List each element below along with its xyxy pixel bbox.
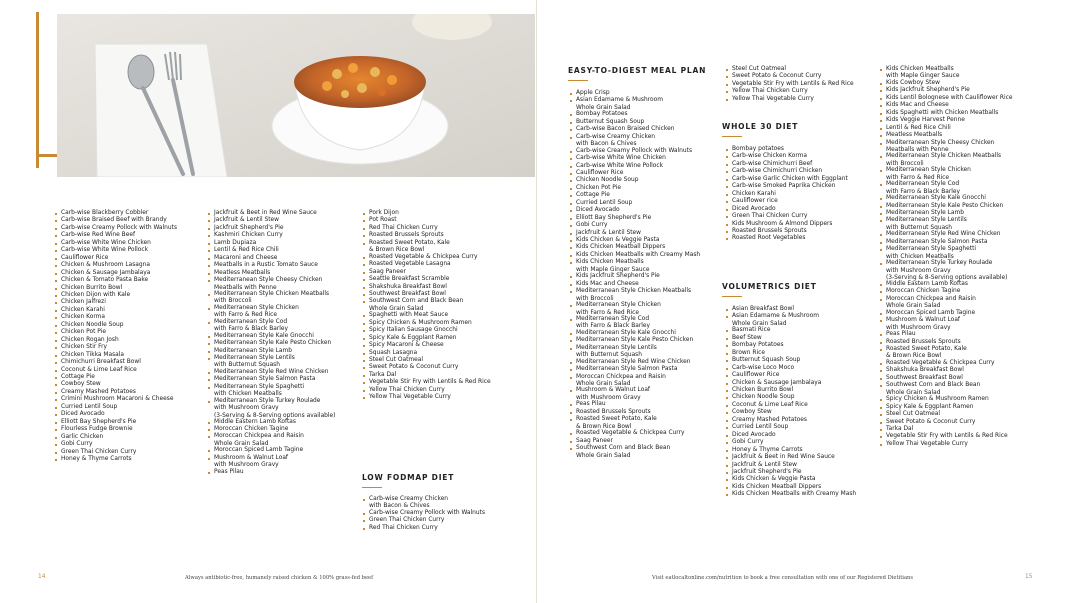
recipe-item: Roasted Vegetable & Chickpea Curry — [880, 360, 1012, 367]
recipe-item: Carb-wise Loco Moco — [726, 365, 856, 372]
recipe-item: Pot Roast — [363, 217, 491, 224]
recipe-item: Mushroom & Walnut Loaf with Mushroom Gravy — [880, 317, 1012, 331]
recipe-item: Kids Chicken Meatball Dippers — [570, 244, 700, 251]
recipe-item: Cauliflower Rice — [55, 255, 177, 262]
recipe-item: Mediterranean Style Turkey Roulade with Mushroom Gravy (3-Serving & 8-Serving options available) — [208, 398, 335, 419]
recipe-item: Mediterranean Style Salmon Pasta — [570, 366, 700, 373]
recipe-item: Roasted Brussels Sprouts — [726, 228, 848, 235]
recipe-item: Apple Crisp — [570, 90, 700, 97]
recipe-item: Mediterranean Style Chicken Meatballs with Broccoli — [208, 291, 335, 305]
recipe-item: Kids Chicken Meatballs with Creamy Mash — [726, 491, 856, 498]
recipe-item: Mediterranean Style Chicken with Farro & Red Rice — [880, 167, 1012, 181]
recipe-item: Carb-wise Creamy Pollock with Walnuts — [570, 148, 700, 155]
low-fodmap-title: LOW FODMAP DIET — [362, 473, 455, 482]
recipe-item: Mediterranean Style Salmon Pasta — [208, 376, 335, 383]
recipe-item: Chicken Noodle Soup — [570, 177, 700, 184]
recipe-item: Kids Chicken Meatball Dippers — [726, 484, 856, 491]
recipe-item: Bombay potatoes — [726, 146, 848, 153]
recipe-item: Mushroom & Walnut Loaf with Mushroom Gravy — [570, 387, 700, 401]
recipe-item: Mediterranean Style Lentils with Butternut Squash — [880, 217, 1012, 231]
recipe-item: Moroccan Spiced Lamb Tagine — [208, 447, 335, 454]
recipe-item: Beef Stew — [726, 335, 856, 342]
recipe-list-left-1 — [55, 210, 177, 463]
recipe-item: Roasted Vegetable & Chickpea Curry — [570, 430, 700, 437]
volumetrics-title: VOLUMETRICS DIET — [722, 282, 817, 291]
recipe-item: Kids Lentil Bolognese with Cauliflower Rice — [880, 95, 1012, 102]
recipe-item: Mediterranean Style Kale Pesto Chicken — [570, 337, 700, 344]
recipe-item: Gobi Curry — [726, 439, 856, 446]
recipe-item: Yellow Thai Vegetable Curry — [726, 96, 854, 103]
page-number-left: 14 — [38, 574, 46, 580]
recipe-item: Asian Edamame & Mushroom Whole Grain Salad — [570, 97, 700, 111]
low-fodmap-list — [363, 496, 485, 532]
recipe-item: Sweet Potato & Coconut Curry — [726, 73, 854, 80]
recipe-item: Curried Lentil Soup — [726, 424, 856, 431]
recipe-item: Chicken Pot Pie — [570, 185, 700, 192]
recipe-item: Moroccan Chickpea and Raisin Whole Grain Salad — [208, 433, 335, 447]
recipe-item: Sweet Potato & Coconut Curry — [363, 364, 491, 371]
recipe-item: Chicken Noodle Soup — [726, 394, 856, 401]
recipe-item: Kids Jackfruit Shepherd's Pie — [880, 87, 1012, 94]
recipe-item: Chicken Burrito Bowl — [726, 387, 856, 394]
recipe-item: Vegetable Stir Fry with Lentils & Red Rice — [726, 81, 854, 88]
recipe-item: Tarka Dal — [363, 372, 491, 379]
recipe-item: Mediterranean Style Lentils with Butternut Squash — [570, 345, 700, 359]
recipe-item: Roasted Sweet Potato, Kale & Brown Rice Bowl — [570, 416, 700, 430]
recipe-item: Carb-wise Creamy Pollock with Walnuts — [55, 225, 177, 232]
recipe-item: Coconut & Lime Leaf Rice — [726, 402, 856, 409]
recipe-item: Kids Veggie Harvest Penne — [880, 117, 1012, 124]
recipe-item: Carb-wise Blackberry Cobbler — [55, 210, 177, 217]
recipe-item: Mediterranean Style Cheesy Chicken Meatballs with Penne — [880, 140, 1012, 154]
recipe-item: Kids Mac and Cheese — [570, 281, 700, 288]
recipe-item: Carb-wise White Wine Pollock — [570, 163, 700, 170]
recipe-item: Mediterranean Style Lamb — [208, 348, 335, 355]
recipe-item: Butternut Squash Soup — [570, 119, 700, 126]
recipe-item: Roasted Sweet Potato, Kale & Brown Rice Bowl — [363, 240, 491, 254]
recipe-item: Peas Pilau — [880, 331, 1012, 338]
recipe-item: Chicken Stir Fry — [55, 344, 177, 351]
recipe-item: Green Thai Chicken Curry — [726, 213, 848, 220]
whole30-list — [726, 146, 848, 243]
recipe-item: Roasted Root Vegetables — [726, 235, 848, 242]
recipe-item: Shakshuka Breakfast Bowl — [880, 367, 1012, 374]
recipe-item: Flourless Fudge Brownie — [55, 426, 177, 433]
recipe-item: Diced Avocado — [55, 411, 177, 418]
footer-right: Visit eatlocaltonline.com/nutrition to book a free consultation with one of our Registered Dietitians — [652, 575, 914, 581]
accent-vertical-line — [36, 12, 39, 168]
bowl-of-stew-icon — [57, 14, 535, 177]
recipe-item: Macaroni and Cheese — [208, 255, 335, 262]
recipe-item: Carb-wise Creamy Chicken with Bacon & Chives — [570, 134, 700, 148]
page-gutter — [536, 0, 537, 603]
recipe-item: Elliott Bay Shepherd's Pie — [55, 419, 177, 426]
recipe-item: Gobi Curry — [55, 441, 177, 448]
recipe-item: Carb-wise Chimichurri Beef — [726, 161, 848, 168]
recipe-item: Middle Eastern Lamb Koftas — [208, 419, 335, 426]
food-photo — [57, 14, 535, 177]
recipe-item: Mediterranean Style Chicken with Farro & Red Rice — [208, 305, 335, 319]
page-number-right: 15 — [1025, 574, 1033, 580]
recipe-item: Kids Mushroom & Almond Dippers — [726, 221, 848, 228]
recipe-item: Carb-wise Braised Beef with Brandy — [55, 217, 177, 224]
recipe-item: Spicy Kale & Eggplant Ramen — [880, 404, 1012, 411]
recipe-item: Chicken Korma — [55, 314, 177, 321]
recipe-item: Saag Paneer — [570, 438, 700, 445]
recipe-item: Peas Pilau — [570, 401, 700, 408]
recipe-item: Mediterranean Style Red Wine Chicken — [570, 359, 700, 366]
recipe-item: Jackfruit Shepherd's Pie — [726, 469, 856, 476]
recipe-item: Creamy Mashed Potatoes — [726, 417, 856, 424]
recipe-item: Honey & Thyme Carrots — [55, 456, 177, 463]
recipe-item: Crimini Mushroom Macaroni & Cheese — [55, 396, 177, 403]
recipe-item: Chimichurri Breakfast Bowl — [55, 359, 177, 366]
recipe-item: Spicy Chicken & Mushroom Ramen — [363, 320, 491, 327]
recipe-item: Green Thai Chicken Curry — [363, 517, 485, 524]
recipe-item: Spicy Macaroni & Cheese — [363, 342, 491, 349]
recipe-item: Honey & Thyme Carrots — [726, 447, 856, 454]
recipe-item: Cauliflower Rice — [726, 372, 856, 379]
recipe-item: Yellow Thai Vegetable Curry — [363, 394, 491, 401]
recipe-item: Chicken Karahi — [726, 191, 848, 198]
recipe-item: Mediterranean Style Lamb — [880, 210, 1012, 217]
section-rule — [722, 296, 742, 297]
recipe-item: Sweet Potato & Coconut Curry — [880, 419, 1012, 426]
recipe-item: Carb-wise Bacon Braised Chicken — [570, 126, 700, 133]
recipe-item: Butternut Squash Soup — [726, 357, 856, 364]
recipe-item: Mediterranean Style Chicken Meatballs with Broccoli — [880, 153, 1012, 167]
recipe-item: Southwest Breakfast Bowl — [363, 291, 491, 298]
recipe-item: Moroccan Spiced Lamb Tagine — [880, 310, 1012, 317]
recipe-item: Roasted Sweet Potato, Kale & Brown Rice Bowl — [880, 346, 1012, 360]
recipe-item: Southwest Corn and Black Bean Whole Grain Salad — [363, 298, 491, 312]
recipe-item: Creamy Mashed Potatoes — [55, 389, 177, 396]
recipe-item: Jackfruit & Lentil Stew — [570, 230, 700, 237]
recipe-item: Southwest Corn and Black Bean Whole Grain Salad — [570, 445, 700, 459]
recipe-item: Chicken Noodle Soup — [55, 322, 177, 329]
recipe-item: Roasted Brussels Sprouts — [880, 339, 1012, 346]
recipe-item: Cottage Pie — [570, 192, 700, 199]
volumetrics-list — [726, 306, 856, 499]
section-rule — [722, 136, 742, 137]
recipe-item: Roasted Brussels Sprouts — [363, 232, 491, 239]
whole30-title: WHOLE 30 DIET — [722, 122, 799, 131]
recipe-item: Mediterranean Style Cod with Farro & Black Barley — [570, 316, 700, 330]
recipe-item: Southwest Breakfast Bowl — [880, 375, 1012, 382]
recipe-item: Mediterranean Style Cod with Farro & Black Barley — [208, 319, 335, 333]
recipe-item: Moroccan Chicken Tagine — [880, 288, 1012, 295]
recipe-item: Carb-wise White Wine Chicken — [570, 155, 700, 162]
recipe-item: Brown Rice — [726, 350, 856, 357]
recipe-item: Shakshuka Breakfast Bowl — [363, 284, 491, 291]
recipe-item: Mushroom & Walnut Loaf with Mushroom Gravy — [208, 455, 335, 469]
recipe-item: Asian Breakfast Bowl — [726, 306, 856, 313]
recipe-item: Kids Chicken Meatballs with Creamy Mash — [570, 252, 700, 259]
recipe-item: Kids Chicken Meatballs with Maple Ginger Sauce — [570, 259, 700, 273]
recipe-item: Vegetable Stir Fry with Lentils & Red Rice — [363, 379, 491, 386]
recipe-item: Roasted Brussels Sprouts — [570, 409, 700, 416]
recipe-item: Chicken & Mushroom Lasagna — [55, 262, 177, 269]
recipe-item: Jackfruit & Beet in Red Wine Sauce — [208, 210, 335, 217]
recipe-item: Steel Cut Oatmeal — [880, 411, 1012, 418]
recipe-item: Yellow Thai Chicken Curry — [726, 88, 854, 95]
recipe-item: Chicken Pot Pie — [55, 329, 177, 336]
recipe-item: Meatless Meatballs — [880, 132, 1012, 139]
recipe-item: Kids Cowboy Stew — [880, 80, 1012, 87]
recipe-item: Tarka Dal — [880, 426, 1012, 433]
recipe-item: Diced Avocado — [726, 432, 856, 439]
recipe-item: Chicken Burrito Bowl — [55, 285, 177, 292]
recipe-item: Meatballs in a Rustic Tomato Sauce — [208, 262, 335, 269]
recipe-item: Chicken & Tomato Pasta Bake — [55, 277, 177, 284]
recipe-item: Chicken Tikka Masala — [55, 352, 177, 359]
recipe-list-right-3 — [880, 66, 1012, 448]
recipe-item: Mediterranean Style Kale Gnocchi — [208, 333, 335, 340]
recipe-item: Vegetable Stir Fry with Lentils & Red Rice — [880, 433, 1012, 440]
recipe-item: Carb-wise Creamy Chicken with Bacon & Chives — [363, 496, 485, 510]
recipe-item: Cowboy Stew — [55, 381, 177, 388]
recipe-item: Curried Lentil Soup — [55, 404, 177, 411]
recipe-item: Diced Avocado — [570, 207, 700, 214]
recipe-item: Peas Pilau — [208, 469, 335, 476]
recipe-item: Yellow Thai Vegetable Curry — [880, 441, 1012, 448]
recipe-item: Spicy Italian Sausage Gnocchi — [363, 327, 491, 334]
recipe-item: Red Thai Chicken Curry — [363, 225, 491, 232]
recipe-item: Squash Lasagna — [363, 350, 491, 357]
recipe-item: Red Thai Chicken Curry — [363, 525, 485, 532]
easy-to-digest-title: EASY-TO-DIGEST MEAL PLAN — [568, 66, 707, 75]
recipe-item: Kids Chicken & Veggie Pasta — [726, 476, 856, 483]
recipe-item: Curried Lentil Soup — [570, 200, 700, 207]
recipe-item: Mediterranean Style Chicken Meatballs with Broccoli — [570, 288, 700, 302]
recipe-item: Moroccan Chickpea and Raisin Whole Grain Salad — [570, 374, 700, 388]
recipe-list-left-3 — [363, 210, 491, 402]
recipe-item: Cauliflower Rice — [570, 170, 700, 177]
recipe-item: Saag Paneer — [363, 269, 491, 276]
recipe-item: Mediterranean Style Red Wine Chicken — [208, 369, 335, 376]
recipe-item: Asian Edamame & Mushroom Whole Grain Salad — [726, 313, 856, 327]
recipe-item: Mediterranean Style Salmon Pasta — [880, 239, 1012, 246]
recipe-item: Mediterranean Style Spaghetti with Chicken Meatballs — [880, 246, 1012, 260]
recipe-item: Mediterranean Style Kale Pesto Chicken — [880, 203, 1012, 210]
recipe-item: Gobi Curry — [570, 222, 700, 229]
recipe-item: Pork Dijon — [363, 210, 491, 217]
recipe-item: Kashmiri Chicken Curry — [208, 232, 335, 239]
recipe-item: Carb-wise Creamy Pollock with Walnuts — [363, 510, 485, 517]
recipe-item: Mediterranean Style Cheesy Chicken Meatballs with Penne — [208, 277, 335, 291]
recipe-item: Mediterranean Style Kale Gnocchi — [880, 195, 1012, 202]
recipe-item: Green Thai Chicken Curry — [55, 449, 177, 456]
recipe-item: Mediterranean Style Red Wine Chicken — [880, 231, 1012, 238]
recipe-item: Jackfruit Shepherd's Pie — [208, 225, 335, 232]
recipe-item: Chicken & Sausage Jambalaya — [55, 270, 177, 277]
recipe-item: Roasted Vegetable & Chickpea Curry — [363, 254, 491, 261]
recipe-item: Moroccan Chickpea and Raisin Whole Grain Salad — [880, 296, 1012, 310]
recipe-item: Kids Spaghetti with Chicken Meatballs — [880, 110, 1012, 117]
recipe-item: Bombay Potatoes — [726, 342, 856, 349]
recipe-list-right-2-top — [726, 66, 854, 103]
recipe-item: Mediterranean Style Turkey Roulade with Mushroom Gravy (3-Serving & 8-Serving options available) — [880, 260, 1012, 281]
recipe-item: Carb-wise Chimichurri Chicken — [726, 168, 848, 175]
recipe-item: Lentil & Red Rice Chili — [208, 247, 335, 254]
recipe-item: Mediterranean Style Cod with Farro & Black Barley — [880, 181, 1012, 195]
recipe-item: Lamb Dupiaza — [208, 240, 335, 247]
recipe-item: Jackfruit & Lentil Stew — [208, 217, 335, 224]
recipe-item: Garlic Chicken — [55, 434, 177, 441]
recipe-item: Jackfruit & Beet in Red Wine Sauce — [726, 454, 856, 461]
recipe-item: Chicken Rogan Josh — [55, 337, 177, 344]
recipe-item: Carb-wise Chicken Korma — [726, 153, 848, 160]
recipe-item: Carb-wise Red Wine Beef — [55, 232, 177, 239]
recipe-item: Kids Mac and Cheese — [880, 102, 1012, 109]
recipe-item: Carb-wise Garlic Chicken with Eggplant — [726, 176, 848, 183]
recipe-item: Mediterranean Style Lentils with Butternut Squash — [208, 355, 335, 369]
recipe-item: Coconut & Lime Leaf Rice — [55, 367, 177, 374]
recipe-item: Mediterranean Style Spaghetti with Chicken Meatballs — [208, 384, 335, 398]
recipe-item: Chicken & Sausage Jambalaya — [726, 380, 856, 387]
recipe-item: Jackfruit & Lentil Stew — [726, 462, 856, 469]
section-rule — [362, 487, 382, 488]
section-rule — [568, 80, 588, 81]
recipe-item: Spaghetti with Meat Sauce — [363, 312, 491, 319]
recipe-item: Bombay Potatoes — [570, 111, 700, 118]
recipe-item: Basmati Rice — [726, 327, 856, 334]
recipe-item: Kids Chicken & Veggie Pasta — [570, 237, 700, 244]
recipe-item: Mediterranean Style Kale Gnocchi — [570, 330, 700, 337]
recipe-item: Steel Cut Oatmeal — [363, 357, 491, 364]
recipe-item: Lentil & Red Rice Chili — [880, 125, 1012, 132]
recipe-item: Steel Cut Oatmeal — [726, 66, 854, 73]
recipe-item: Southwest Corn and Black Bean Whole Grain Salad — [880, 382, 1012, 396]
recipe-item: Spicy Chicken & Mushroom Ramen — [880, 396, 1012, 403]
recipe-item: Spicy Kale & Eggplant Ramen — [363, 335, 491, 342]
recipe-item: Diced Avocado — [726, 206, 848, 213]
recipe-item: Middle Eastern Lamb Koftas — [880, 281, 1012, 288]
footer-left: Always antibiotic-free, humanely raised chicken & 100% grass-fed beef — [185, 575, 374, 581]
recipe-item: Carb-wise White Wine Pollock — [55, 247, 177, 254]
easy-to-digest-list — [570, 90, 700, 459]
recipe-item: Carb-wise Smoked Paprika Chicken — [726, 183, 848, 190]
recipe-item: Carb-wise White Wine Chicken — [55, 240, 177, 247]
recipe-item: Moroccan Chicken Tagine — [208, 426, 335, 433]
recipe-item: Seattle Breakfast Scramble — [363, 276, 491, 283]
recipe-item: Yellow Thai Chicken Curry — [363, 387, 491, 394]
recipe-item: Kids Jackfruit Shepherd's Pie — [570, 273, 700, 280]
recipe-item: Cauliflower rice — [726, 198, 848, 205]
recipe-item: Mediterranean Style Kale Pesto Chicken — [208, 340, 335, 347]
recipe-item: Chicken Dijon with Kale — [55, 292, 177, 299]
recipe-item: Elliott Bay Shepherd's Pie — [570, 215, 700, 222]
recipe-item: Meatless Meatballs — [208, 270, 335, 277]
recipe-list-left-2 — [208, 210, 335, 476]
recipe-item: Cowboy Stew — [726, 409, 856, 416]
recipe-item: Roasted Vegetable Lasagna — [363, 261, 491, 268]
recipe-item: Cottage Pie — [55, 374, 177, 381]
recipe-item: Chicken Karahi — [55, 307, 177, 314]
recipe-item: Kids Chicken Meatballs with Maple Ginger Sauce — [880, 66, 1012, 80]
recipe-item: Mediterranean Style Chicken with Farro & Red Rice — [570, 302, 700, 316]
recipe-item: Chicken Jalfrezi — [55, 299, 177, 306]
